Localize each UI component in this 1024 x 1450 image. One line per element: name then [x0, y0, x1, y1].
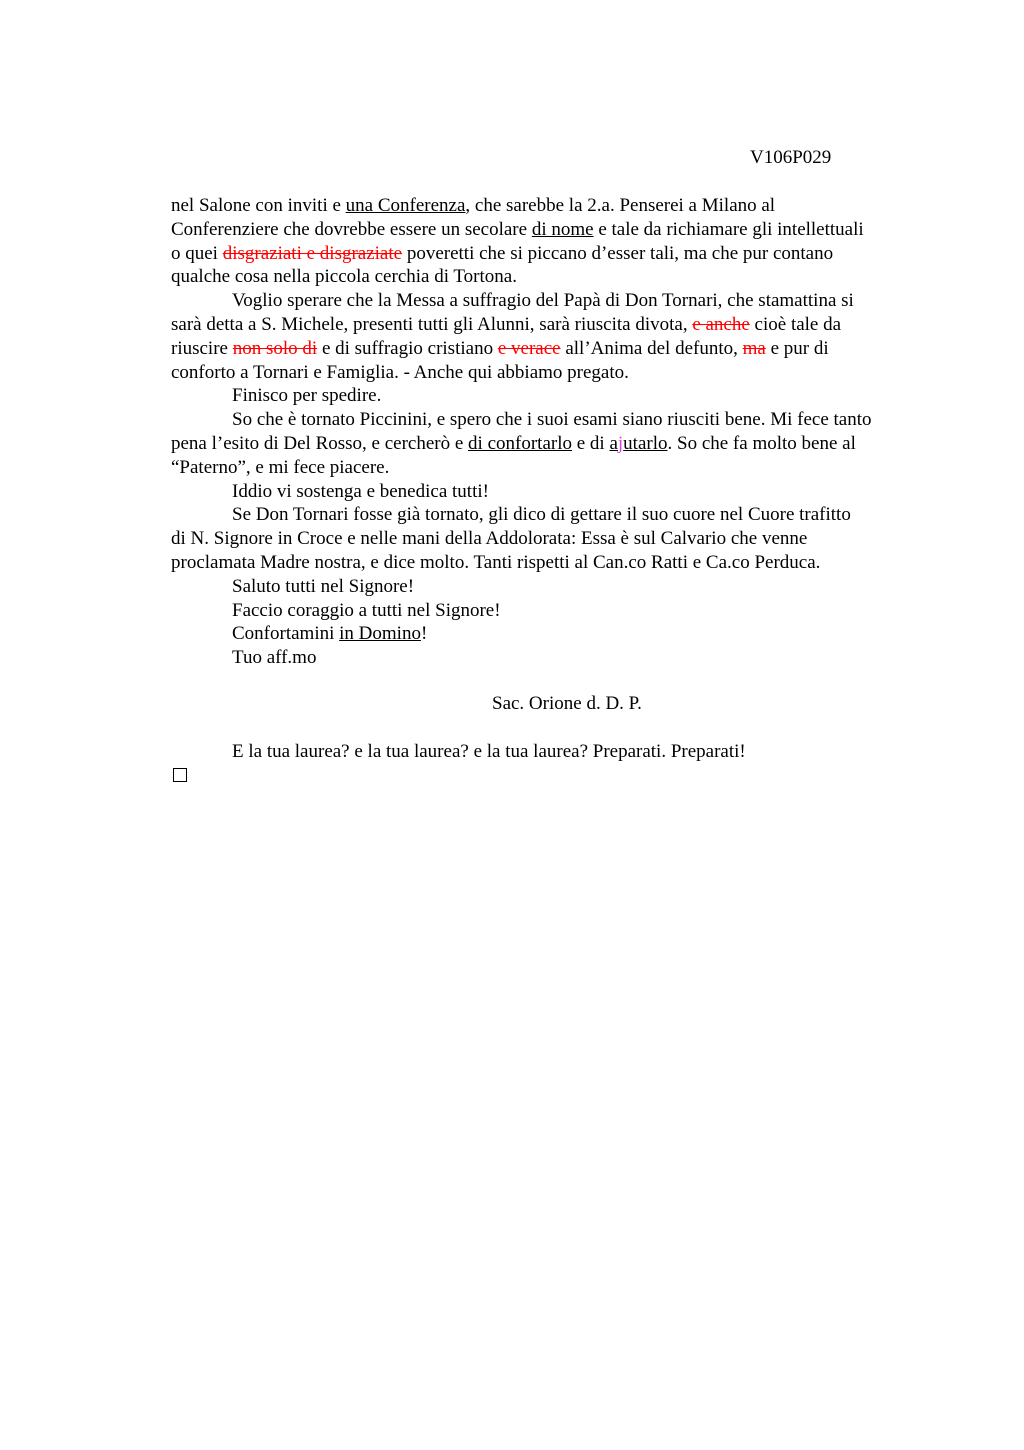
text-run: o quei [171, 242, 223, 264]
text-run: all’Anima del defunto, [560, 337, 743, 359]
paragraph-5 [171, 480, 931, 504]
text-run: Faccio coraggio a tutti nel Signore! [232, 599, 501, 621]
inserted-letter: j [617, 432, 624, 454]
paragraph-8 [171, 599, 931, 623]
empty-square-icon [173, 768, 187, 782]
deleted-text: e anche [692, 313, 750, 335]
page-reference: V106P029 [750, 147, 832, 168]
text-run: Saluto tutti nel Signore! [232, 575, 415, 597]
text-run: Finisco per spedire. [232, 385, 382, 407]
text-run: riuscire [171, 337, 233, 359]
text-run: e pur di [765, 337, 829, 359]
text-run: e di suffragio cristiano [317, 337, 498, 359]
paragraph-4 [171, 408, 931, 479]
letter-body [171, 194, 931, 670]
text-run: . So che fa molto bene al [667, 432, 856, 454]
underlined-text: a [609, 432, 618, 454]
underlined-text: una Conferenza [345, 195, 466, 216]
text-run: e tale da richiamare gli intellettuali [593, 218, 864, 240]
text-run: ! [420, 623, 428, 645]
underlined-text: di nome [531, 218, 594, 240]
paragraph-9 [171, 622, 931, 646]
paragraph-6 [171, 503, 931, 574]
text-run: Conferenziere che dovrebbe essere un secolare [171, 218, 532, 240]
deleted-text: disgraziati e disgraziate [222, 242, 403, 264]
paragraph-2 [171, 289, 931, 384]
text-run: conforto a Tornari e Famiglia. - Anche qui abbiamo pregato. [171, 361, 629, 383]
underlined-text: utarlo [623, 432, 668, 454]
underlined-text: di confortarlo [468, 432, 572, 454]
deleted-text: ma [742, 337, 766, 359]
text-run: “Paterno”, e mi fece piacere. [171, 456, 390, 478]
postscript: E la tua laurea? e la tua laurea? e la tua laurea? Preparati. Preparati! [232, 741, 746, 762]
text-run: qualche cosa nella piccola cerchia di Tortona. [171, 266, 517, 288]
paragraph-3 [171, 384, 931, 408]
text-run: pena l’esito di Del Rosso, e cercherò e [171, 432, 469, 454]
text-run: Se Don Tornari fosse già tornato, gli dico di gettare il suo cuore nel Cuore trafitto [232, 504, 851, 526]
deleted-text: non solo di [232, 337, 318, 359]
paragraph-10 [171, 646, 931, 670]
text-run: Voglio sperare che la Messa a suffragio del Papà di Don Tornari, che stamattina si [232, 290, 854, 312]
text-run: cioè tale da [749, 313, 842, 335]
text-run: sarà detta a S. Michele, presenti tutti gli Alunni, sarà riuscita divota, [171, 313, 693, 335]
paragraph-1 [171, 194, 931, 289]
text-run: e di [571, 432, 610, 454]
closing-salutation: Tuo aff.mo [232, 647, 317, 669]
text-run: di N. Signore in Croce e nelle mani della Addolorata: Essa è sul Calvario che venne [171, 528, 808, 550]
signature: Sac. Orione d. D. P. [492, 693, 642, 714]
text-run: Confortamini [232, 623, 340, 645]
paragraph-7 [171, 575, 931, 599]
text-run: poveretti che si piccano d’esser tali, ma che pur contano [402, 242, 834, 264]
text-run: proclamata Madre nostra, e dice molto. Tanti rispetti al Can.co Ratti e Ca.co Perduca. [171, 551, 821, 573]
deleted-text: e verace [497, 337, 561, 359]
text-run: So che è tornato Piccinini, e spero che i suoi esami siano riusciti bene. Mi fece tanto [232, 409, 872, 431]
underlined-text: in Domino [339, 623, 421, 645]
text-run: Iddio vi sostenga e benedica tutti! [232, 480, 489, 502]
text-run: nel Salone con inviti e [171, 195, 346, 216]
text-run: , che sarebbe la 2.a. Penserei a Milano al [465, 195, 776, 216]
